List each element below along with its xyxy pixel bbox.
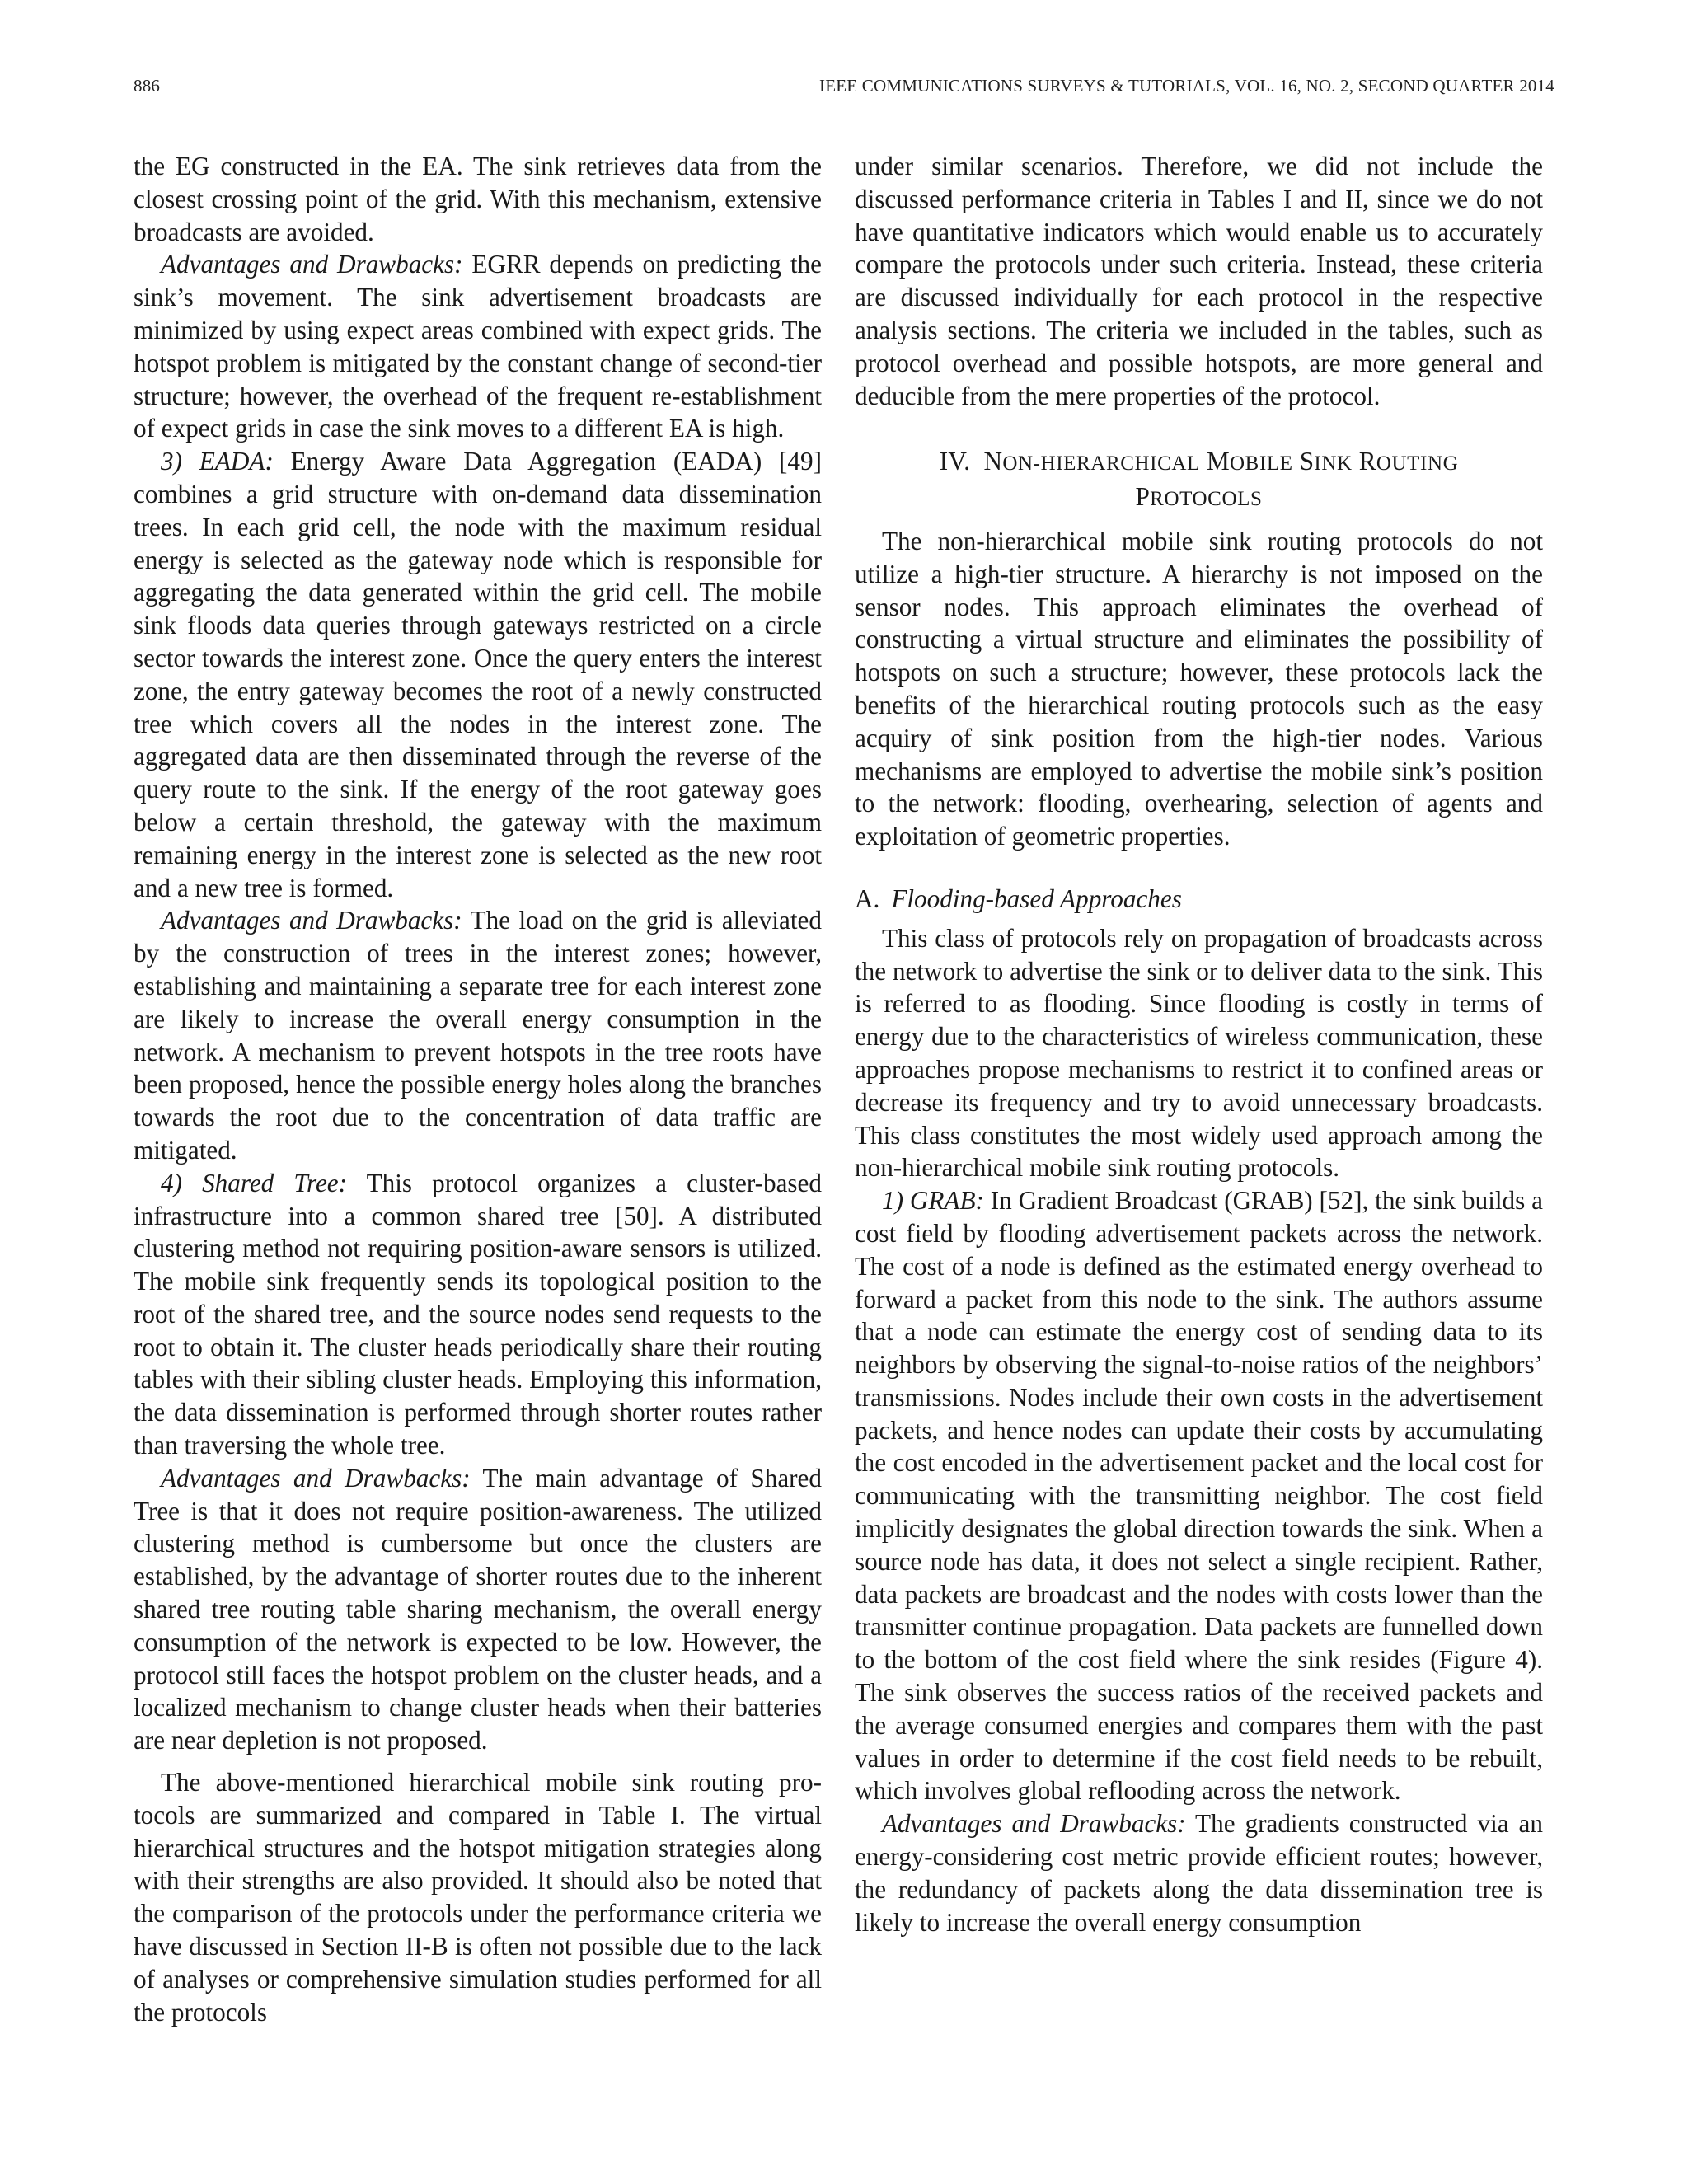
paragraph-shared-tree	[134, 1167, 822, 1462]
section-title-smallcaps: ON-HIERARCHICAL	[1002, 452, 1200, 476]
run-in-heading: Advantages and Drawbacks:	[161, 1463, 471, 1493]
paragraph-text: In Gradient Broadcast (GRAB) [52], the sink builds a cost field by flooding advertisement packets across the network. The cost of a node is defined as the estimated energy overhead to forward a packet from this node to the sink. The authors assume that a node can estimate the energy cost of sending data to its neighbors by observing the signal-to-noise ratios of the neighbors’ transmissions. Nodes include their own costs in the advertisement packets, and hence nodes can update their costs by accumulating the cost encoded in the advertisement packet and the local cost for communicating with the transmitting neighbor. The cost field implicitly designates the global direction towards the sink. When a source node has data, it does not select a single recipient. Rather, data packets are broadcast and the nodes with costs lower than the transmitter continue propagation. Data packets are funnelled down to the bottom of the cost field where the sink resides (Figure 4). The sink observes the success ratios of the received packets and the average consumed energies and compares them with the past values in order to determine if the cost field needs to be rebuilt, which involves global reflooding across the network.	[855, 1186, 1543, 1806]
paragraph-grab	[855, 1184, 1543, 1807]
paragraph-egrr-advantages	[134, 248, 822, 445]
section-title-char: S	[1299, 447, 1315, 476]
subsection-title: Flooding-based Approaches	[891, 883, 1182, 913]
section-title-char: N	[983, 447, 1003, 476]
run-in-heading: Advantages and Drawbacks:	[882, 1809, 1186, 1839]
section-title-smallcaps: OUTING	[1376, 452, 1459, 476]
run-in-heading: 1) GRAB:	[882, 1186, 984, 1216]
paragraph-summary: The above-mentioned hierarchical mobile sink routing protocols are summarized and compared in Table I. The virtual hierarchical structures and the hotspot mitigation strategies along with their strengths are also provided. It should also be noted that the comparison of the protocols under the performance criteria we have discussed in Section II-B is often not possible due to the lack of analyses or comprehensive simulation studies performed for all the protocols	[134, 1768, 822, 2027]
section-title-char: M	[1207, 447, 1231, 476]
paragraph-text: The gradients constructed via an energy-considering cost metric provide efficient routes; however, the redundancy of packets along the data dissemination tree is likely to increase the overall energy consumption	[855, 1809, 1543, 1937]
section-title-smallcaps: INK	[1314, 452, 1353, 476]
left-column	[134, 150, 822, 2028]
paragraph-eada	[134, 445, 822, 904]
run-in-heading: Advantages and Drawbacks:	[161, 250, 463, 279]
paragraph-flooding: This class of protocols rely on propagation of broadcasts across the network to advertise the sink or to deliver data to the sink. This is referred to as flooding. Since flooding is costly in terms of energy due to the characteristics of wireless communication, these approaches propose mechanisms to restrict it to confined areas or decrease its frequency and try to avoid unnecessary broadcasts. This class constitutes the most widely used approach among the non-hierarchical mobile sink routing protocols.	[855, 923, 1543, 1183]
subsection-heading-a	[855, 883, 1543, 916]
paragraph-eada-advantages	[134, 904, 822, 1166]
run-in-heading: Advantages and Drawbacks:	[161, 906, 462, 935]
paragraph-text: This protocol organizes a cluster-based infrastructure into a common shared tree [50]. A distributed clustering method not requiring position-aware sensors is utilized. The mobile sink frequently sends its topological position to the root of the shared tree, and the source nodes send requests to the root to obtain it. The cluster heads periodically share their routing tables with their sibling cluster heads. Employing this information, the data dissemination is performed through shorter routes rather than traversing the whole tree.	[134, 1168, 822, 1460]
journal-citation: IEEE COMMUNICATIONS SURVEYS & TUTORIALS, VOL. 16, NO. 2, SECOND QUARTER 2014	[819, 76, 1554, 96]
paragraph-egrr-end: the EG constructed in the EA. The sink retrieves data from the closest crossing point of the grid. With this mechanism, extensive broadcasts are avoided.	[134, 152, 822, 246]
section-heading-iv	[855, 445, 1543, 516]
run-in-heading: 4) Shared Tree:	[161, 1168, 348, 1197]
paragraph-text: The main advantage of Shared Tree is that it does not require position-awareness. The utilized clustering method is cumbersome but once the clusters are established, by the advantage of shorter routes due to the inherent shared tree routing table sharing mechanism, the overall energy consumption of the network is expected to be low. However, the protocol still faces the hotspot problem on the cluster heads, and a localized mechanism to change cluster heads when their batteries are near depletion is not proposed.	[134, 1463, 822, 1755]
section-number: IV.	[939, 447, 971, 476]
subsection-label: A.	[855, 883, 880, 913]
paragraph-text: EGRR depends on predicting the sink’s movement. The sink advertisement broadcasts are minimized by using expect areas combined with expect grids. The hotspot problem is mitigated by the constant change of second-tier structure; however, the overhead of the frequent re-establishment of expect grids in case the sink moves to a different EA is high.	[134, 250, 822, 443]
paragraph-non-hierarchical-intro: The non-hierarchical mobile sink routing protocols do not utilize a high-tier structure. A hierarchy is not imposed on the sensor nodes. This approach eliminates the overhead of constructing a virtual structure and eliminates the possibility of hotspots on such a structure; however, these protocols lack the benefits of the hierarchical routing protocols such as the easy acquiry of sink position from the high-tier nodes. Various mechanisms are employed to advertise the mobile sink’s position to the network: flooding, overhearing, selection of agents and exploitation of geometric properties.	[855, 526, 1543, 851]
paragraph-shared-tree-advantages	[134, 1462, 822, 1757]
right-column	[855, 150, 1543, 1938]
section-title-char: R	[1358, 447, 1376, 476]
section-title-smallcaps: ROTOCOLS	[1150, 488, 1263, 511]
paragraph-grab-advantages	[855, 1807, 1543, 1938]
paragraph-text: The load on the grid is alleviated by the construction of trees in the interest zones; however, establishing and maintaining a separate tree for each interest zone are likely to increase the overall energy consumption in the network. A mechanism to prevent hotspots in the tree roots have been proposed, hence the possible energy holes along the branches towards the root due to the concentration of data traffic are mitigated.	[134, 906, 822, 1165]
running-header	[134, 76, 1554, 101]
paragraph-criteria: under similar scenarios. Therefore, we did not include the discussed performance criteria in Tables I and II, since we do not have quantitative indicators which would enable us to accurately compare the protocols under such criteria. Instead, these criteria are discussed individually for each protocol in the respective analysis sections. The criteria we included in the tables, such as protocol overhead and possible hotspots, are more general and deducible from the mere properties of the protocol.	[855, 152, 1543, 410]
section-title-char: P	[1135, 482, 1151, 512]
run-in-heading: 3) EADA:	[161, 447, 274, 476]
section-title-smallcaps: OBILE	[1230, 452, 1293, 476]
page-number: 886	[134, 76, 161, 96]
paragraph-text: Energy Aware Data Aggregation (EADA) [49] combines a grid structure with on-demand data dissemination trees. In each grid cell, the node with the maximum residual energy is selected as the gateway node which is responsible for aggregating the data generated within the grid cell. The mobile sink floods data queries through gateways restricted on a circle sector towards the interest zone. Once the query enters the interest zone, the entry gateway becomes the root of a newly constructed tree which covers all the nodes in the interest zone. The aggregated data are then disseminated through the reverse of the query route to the sink. If the energy of the root gateway goes below a certain threshold, the gateway with the maximum remaining energy in the interest zone is selected as the new root and a new tree is formed.	[134, 447, 823, 902]
